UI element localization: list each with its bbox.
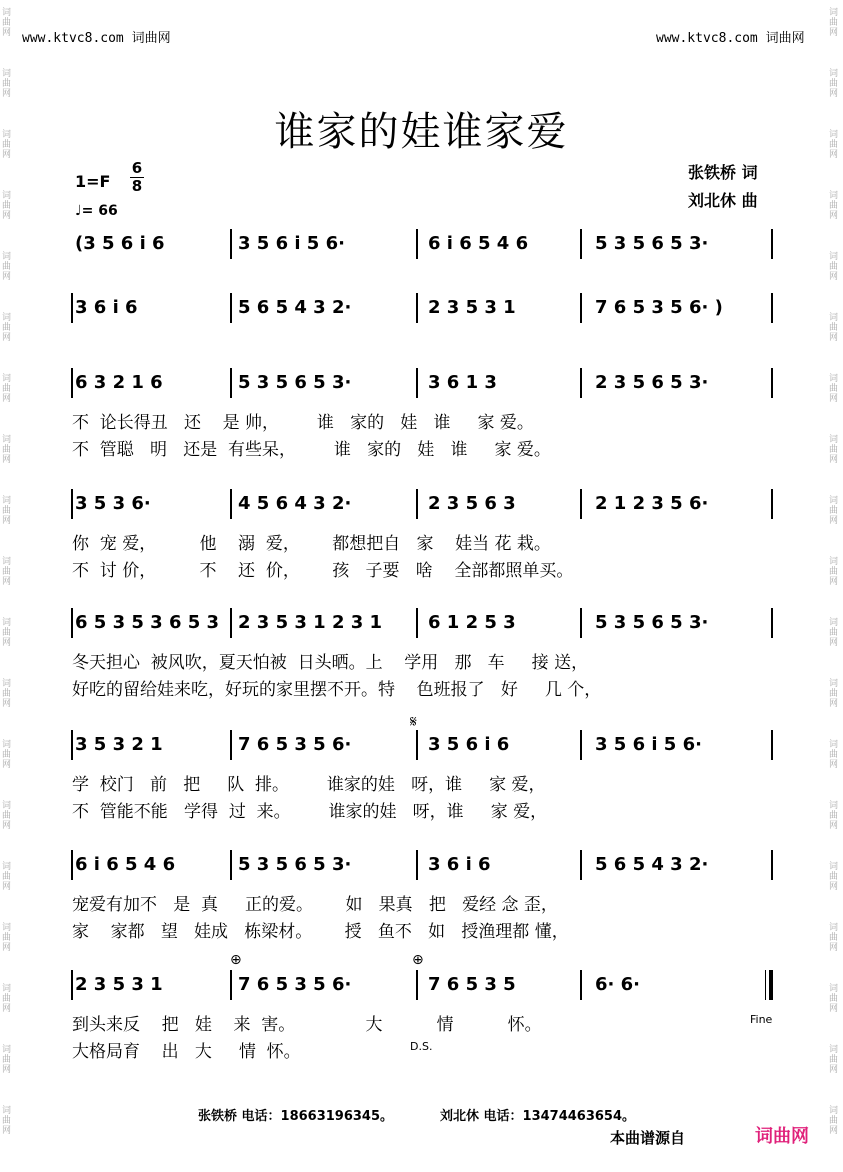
bar-line — [230, 608, 232, 638]
notation-row — [0, 854, 843, 884]
watermark-text: 词 曲 网 — [2, 618, 12, 648]
measure: 2 3 5 6 5 3· — [595, 372, 709, 393]
measure: 5 3 5 6 5 3· — [238, 372, 352, 393]
lyrics-verse-1: 冬天担心 被风吹，夏天怕被 日头晒。上 学用 那 车 接 送， — [72, 653, 589, 673]
composer-credit: 刘北休 曲 — [688, 191, 758, 210]
measure: 2 3 5 6 3 — [428, 493, 516, 514]
measure: 3 5 3 2 1 — [75, 734, 163, 755]
bar-line — [230, 970, 232, 1000]
measure: 7 6 5 3 5 — [428, 974, 516, 995]
measure: 3 5 6 i 5 6· — [595, 734, 702, 755]
watermark-text: 词 曲 网 — [2, 252, 12, 282]
bar-line — [71, 608, 73, 638]
bar-line — [230, 850, 232, 880]
song-title: 谁家的娃谁家爱 — [274, 109, 569, 155]
bar-line — [71, 293, 73, 323]
measure: 6 5 3 5 3 6 5 3 — [75, 612, 220, 633]
notation-row — [0, 493, 843, 523]
watermark-text: 词 曲 网 — [829, 1045, 839, 1075]
measure: 3 5 6 i 6 — [428, 734, 510, 755]
watermark-text: 词 曲 网 — [829, 69, 839, 99]
bar-line — [416, 970, 418, 1000]
watermark-text: 词 曲 网 — [829, 313, 839, 343]
site-url-left: www.ktvc8.com 词曲网 — [22, 31, 171, 46]
bar-line — [771, 608, 773, 638]
watermark-text: 词 曲 网 — [2, 374, 12, 404]
watermark-text: 词 曲 网 — [2, 679, 12, 709]
source-label: 本曲谱源自 — [610, 1129, 686, 1147]
measure: 7 6 5 3 5 6· ) — [595, 297, 723, 318]
watermark-text: 词 曲 网 — [829, 8, 839, 38]
coda-sign: ⊕ — [230, 952, 242, 968]
watermark-text: 词 曲 网 — [2, 740, 12, 770]
lyrics-verse-1: 你 宠 爱， 他 溺 爱， 都想把自 家 娃当 花 栽。 — [72, 534, 551, 554]
watermark-text: 词 曲 网 — [829, 618, 839, 648]
measure: 3 5 6 i 5 6· — [238, 233, 345, 254]
measure: 5 6 5 4 3 2· — [595, 854, 709, 875]
measure: 4 5 6 4 3 2· — [238, 493, 352, 514]
bar-line — [771, 489, 773, 519]
watermark-text: 词 曲 网 — [2, 191, 12, 221]
watermark-text: 词 曲 网 — [829, 130, 839, 160]
bar-line — [771, 229, 773, 259]
bar-line — [416, 368, 418, 398]
measure: 3 5 3 6· — [75, 493, 151, 514]
notation-row — [0, 372, 843, 402]
measure: 6 1 2 5 3 — [428, 612, 516, 633]
bar-line — [580, 229, 582, 259]
bar-line — [416, 293, 418, 323]
segno-sign: 𝄋 — [410, 712, 417, 731]
notation-row — [0, 233, 843, 263]
measure: 6 i 6 5 4 6 — [75, 854, 176, 875]
watermark-text: 词 曲 网 — [829, 252, 839, 282]
measure: 6 3 2 1 6 — [75, 372, 163, 393]
lyrics-verse-2: 家 家都 望 娃成 栋梁材。 授 鱼不 如 授渔理都 懂， — [72, 922, 569, 942]
watermark-text: 词 曲 网 — [829, 435, 839, 465]
lyrics-verse-1: 到头来反 把 娃 来 害。 大 情 怀。 — [72, 1015, 542, 1035]
bar-line — [71, 368, 73, 398]
coda-sign: ⊕ — [412, 952, 424, 968]
bar-line — [416, 730, 418, 760]
bar-line — [771, 730, 773, 760]
measure: 3 6 1 3 — [428, 372, 497, 393]
watermark-text: 词 曲 网 — [829, 1106, 839, 1136]
watermark-text: 词 曲 网 — [2, 984, 12, 1014]
measure: 5 3 5 6 5 3· — [595, 233, 709, 254]
lyrics-verse-1: 宠爱有加不 是 真 正的爱。 如 果真 把 爱经 念 歪， — [72, 895, 558, 915]
bar-line — [230, 293, 232, 323]
bar-line — [580, 970, 582, 1000]
fine-mark: Fine — [750, 1013, 773, 1026]
bar-line — [230, 489, 232, 519]
watermark-text: 词 曲 网 — [2, 1045, 12, 1075]
watermark-text: 词 曲 网 — [829, 557, 839, 587]
bar-line — [71, 730, 73, 760]
watermark-text: 词 曲 网 — [829, 862, 839, 892]
brand-logo-text: 词曲网 — [755, 1126, 809, 1147]
bar-line — [416, 850, 418, 880]
measure: 6· 6· — [595, 974, 640, 995]
measure: 5 6 5 4 3 2· — [238, 297, 352, 318]
key-signature: 1=F — [75, 172, 111, 191]
notation-row — [0, 734, 843, 764]
bar-line — [771, 293, 773, 323]
measure: 2 3 5 3 1 — [428, 297, 516, 318]
notation-row — [0, 612, 843, 642]
lyrics-verse-1: 学 校门 前 把 队 排。 谁家的娃 呀，谁 家 爱， — [72, 775, 546, 795]
bar-line — [580, 489, 582, 519]
bar-line — [71, 850, 73, 880]
watermark-text: 词 曲 网 — [829, 740, 839, 770]
composer-contact: 刘北休 电话：13474463654。 — [440, 1109, 636, 1124]
bar-line — [416, 229, 418, 259]
measure: 3 6 i 6 — [428, 854, 491, 875]
bar-line — [580, 293, 582, 323]
watermark-text: 词 曲 网 — [829, 923, 839, 953]
meter-bottom: 8 — [131, 177, 143, 195]
bar-line — [71, 489, 73, 519]
watermark-text: 词 曲 网 — [829, 191, 839, 221]
bar-line — [230, 368, 232, 398]
bar-line — [580, 608, 582, 638]
watermark-text: 词 曲 网 — [2, 1106, 12, 1136]
measure: 2 3 5 3 1 — [75, 974, 163, 995]
watermark-text: 词 曲 网 — [2, 862, 12, 892]
measure: 7 6 5 3 5 6· — [238, 734, 352, 755]
time-signature — [130, 160, 144, 195]
watermark-text: 词 曲 网 — [2, 801, 12, 831]
measure: 2 3 5 3 1 2 3 1 — [238, 612, 383, 633]
watermark-text: 词 曲 网 — [829, 801, 839, 831]
bar-line — [416, 489, 418, 519]
measure: 2 1 2 3 5 6· — [595, 493, 709, 514]
site-url-right: www.ktvc8.com 词曲网 — [656, 31, 805, 46]
lyrics-verse-2: 不 管聪 明 还是 有些呆， 谁 家的 娃 谁 家 爱。 — [72, 440, 551, 460]
measure: 5 3 5 6 5 3· — [595, 612, 709, 633]
watermark-text: 词 曲 网 — [829, 984, 839, 1014]
ds-mark: D.S. — [410, 1040, 433, 1053]
bar-line — [71, 970, 73, 1000]
bar-line — [416, 608, 418, 638]
watermark-text: 词 曲 网 — [2, 435, 12, 465]
lyrics-verse-1: 不 论长得丑 还 是 帅， 谁 家的 娃 谁 家 爱。 — [72, 413, 534, 433]
measure: 5 3 5 6 5 3· — [238, 854, 352, 875]
measure: 7 6 5 3 5 6· — [238, 974, 352, 995]
bar-line — [230, 730, 232, 760]
final-bar-line — [765, 970, 772, 1000]
tempo-mark: ♩= 66 — [75, 203, 118, 219]
notation-row — [0, 297, 843, 327]
watermark-text: 词 曲 网 — [2, 313, 12, 343]
lyricist-contact: 张铁桥 电话：18663196345。 — [198, 1109, 394, 1124]
bar-line — [580, 368, 582, 398]
watermark-text: 词 曲 网 — [2, 496, 12, 526]
lyricist-credit: 张铁桥 词 — [688, 163, 758, 182]
measure: 6 i 6 5 4 6 — [428, 233, 529, 254]
watermark-text: 词 曲 网 — [2, 557, 12, 587]
bar-line — [771, 368, 773, 398]
measure: (3 5 6 i 6 — [75, 233, 165, 254]
bar-line — [771, 850, 773, 880]
watermark-text: 词 曲 网 — [829, 679, 839, 709]
bar-line — [580, 850, 582, 880]
watermark-text: 词 曲 网 — [2, 8, 12, 38]
lyrics-verse-2: 大格局育 出 大 情 怀。 — [72, 1042, 301, 1062]
meter-top: 6 — [131, 159, 143, 177]
watermark-text: 词 曲 网 — [2, 69, 12, 99]
watermark-text: 词 曲 网 — [829, 374, 839, 404]
watermark-text: 词 曲 网 — [829, 496, 839, 526]
notation-row — [0, 974, 843, 1004]
watermark-text: 词 曲 网 — [2, 923, 12, 953]
lyrics-verse-2: 不 管能不能 学得 过 来。 谁家的娃 呀，谁 家 爱， — [72, 802, 548, 822]
bar-line — [580, 730, 582, 760]
bar-line — [230, 229, 232, 259]
watermark-text: 词 曲 网 — [2, 130, 12, 160]
measure: 3 6 i 6 — [75, 297, 138, 318]
lyrics-verse-2: 不 讨 价， 不 还 价， 孩 子要 啥 全部都照单买。 — [72, 561, 574, 581]
lyrics-verse-2: 好吃的留给娃来吃，好玩的家里摆不开。特 色班报了 好 几 个， — [72, 680, 602, 700]
